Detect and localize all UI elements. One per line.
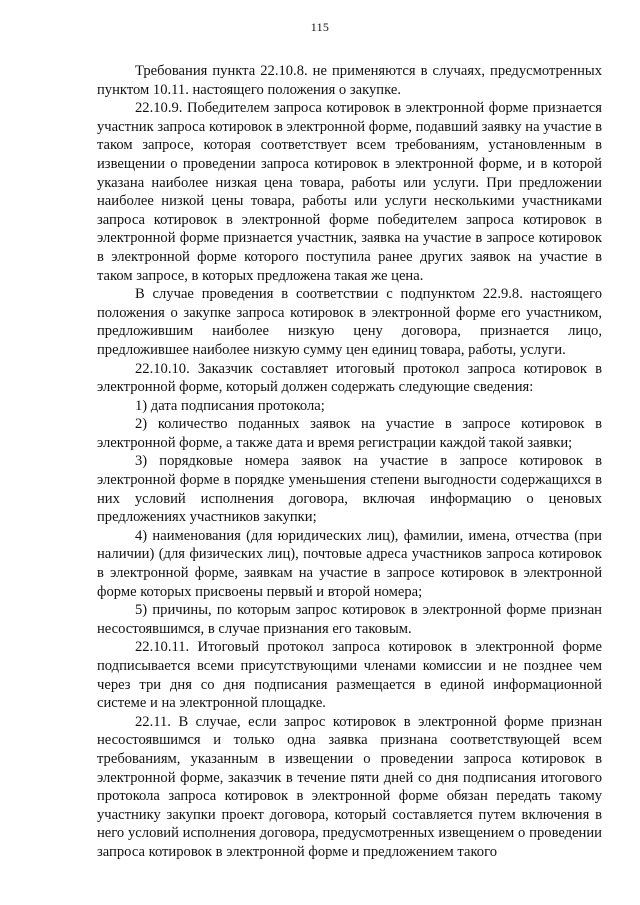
paragraph: 22.11. В случае, если запрос котировок в электронной форме признан несостоявшимся и только одна заявка признана соответствующей всем требованиям, указанным в извещении о проведении запроса котировок в электронной форме, заказчик в течение пяти дней со дня подписания итогового протокола запроса котировок в электронной форме обязан передать такому участнику закупки проект договора, который составляется путем включения в него условий исполнения договора, предусмотренных извещением о проведении запроса котировок в электронной форме и предложением такого: [97, 713, 602, 860]
list-item: 4) наименования (для юридических лиц), фамилии, имена, отчества (при наличии) (для физических лиц), почтовые адреса участников запроса котировок в электронной форме, заявкам на участие в запросе котировок в электронной форме которых присвоены первый и второй номера;: [97, 527, 602, 600]
list-item: 5) причины, по которым запрос котировок в электронной форме признан несостоявшимся, в случае признания его таковым.: [97, 602, 602, 637]
paragraph: 22.10.11. Итоговый протокол запроса котировок в электронной форме подписывается всеми присутствующими членами комиссии и не позднее чем через три дня со дня подписания размещается в единой информационной системе и на электронной площадке.: [97, 639, 602, 712]
paragraph: 22.10.10. Заказчик составляет итоговый протокол запроса котировок в электронной форме, который должен содержать следующие сведения:: [97, 360, 602, 396]
list-item: 2) количество поданных заявок на участие в запросе котировок в электронной форме, а также дата и время регистрации каждой такой заявки;: [97, 416, 602, 451]
paragraph: Требования пункта 22.10.8. не применяются в случаях, предусмотренных пунктом 10.11. настоящего положения о закупке.: [97, 63, 602, 98]
paragraph: 22.10.9. Победителем запроса котировок в электронной форме признается участник запроса котировок в электронной форме, подавший заявку на участие в таком запросе, которая соответствует всем требованиям, установленным в извещении о проведении запроса котировок в электронной форме, и в которой указана наиболее низкая цена товара, работы или услуги. При предложении наиболее низкой цены товара, работы или услуги несколькими участниками запроса котировок в электронной форме победителем запроса котировок в электронной форме признается участник, заявка на участие в запросе котировок в электронной форме которого поступила ранее других заявок на участие в таком запросе, в которых предложена такая же цена.: [97, 100, 602, 284]
paragraph: В случае проведения в соответствии с подпунктом 22.9.8. настоящего положения о закупке запроса котировок в электронной форме его участником, предложившим наиболее низкую цену договора, признается лицо, предложившее наиболее низкую сумму цен единиц товара, работы, услуги.: [97, 286, 602, 358]
page-number: 115: [310, 20, 330, 34]
list-item: 3) порядковые номера заявок на участие в запросе котировок в электронной форме в порядке уменьшения степени выгодности содержащихся в них условий исполнения договора, включая информацию о ценовых предложениях участников закупки;: [97, 453, 602, 526]
list-item: 1) дата подписания протокола;: [135, 397, 325, 414]
document-body: [97, 62, 602, 862]
